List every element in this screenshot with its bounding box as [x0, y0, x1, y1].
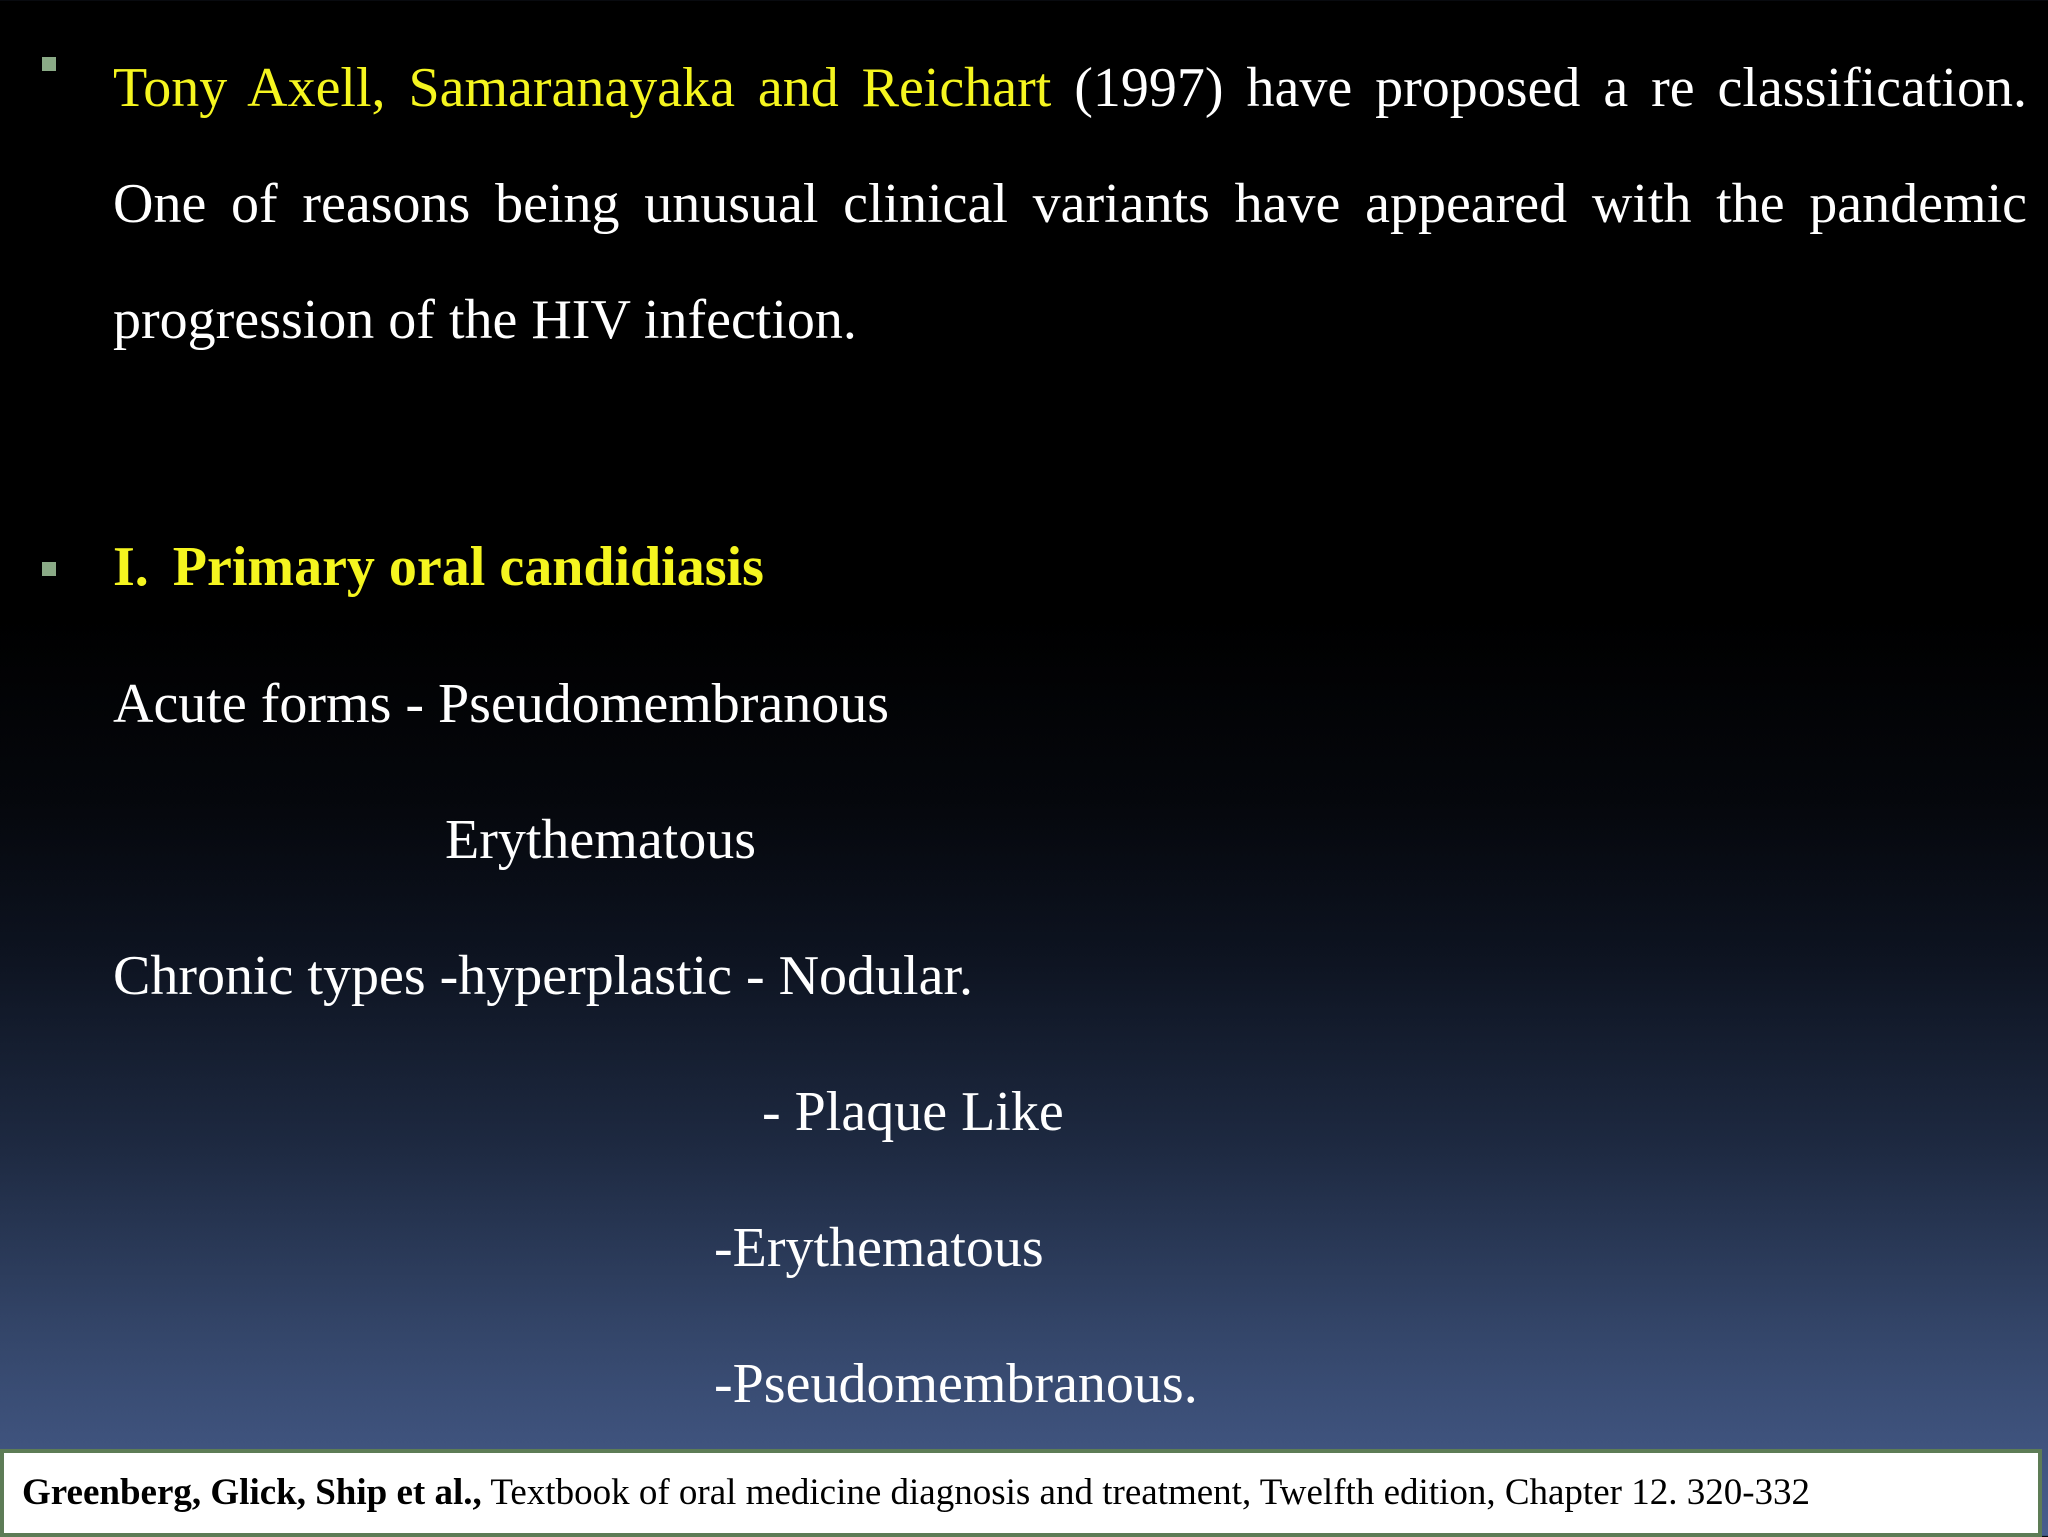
bullet-icon: [42, 562, 56, 576]
acute-forms-erythematous: Erythematous: [445, 809, 757, 871]
citation-footer: [0, 1449, 2042, 1537]
citation-authors: Greenberg, Glick, Ship et al.,: [22, 1472, 482, 1513]
citation-text: Textbook of oral medicine diagnosis and treatment, Twelfth edition, Chapter 12. 320-332: [490, 1472, 1811, 1513]
intro-paragraph: [113, 30, 2027, 378]
chronic-types-line: Chronic types -hyperplastic - Nodular.: [113, 945, 974, 1007]
intro-rest: One of reasons being unusual clinical variants have appeared with the pandemic progression of the HIV infection.: [113, 173, 2027, 351]
intro-authors: Tony Axell, Samaranayaka and Reichart: [113, 57, 1052, 119]
bullet-icon: [42, 57, 56, 71]
intro-line1-rest: (1997) have proposed a re classification.: [1074, 57, 2027, 119]
chronic-plaque-like: - Plaque Like: [762, 1081, 1064, 1143]
section-title: Primary oral candidiasis: [172, 536, 764, 598]
chronic-pseudomembranous: -Pseudomembranous.: [714, 1353, 1198, 1415]
chronic-erythematous: -Erythematous: [714, 1217, 1044, 1279]
section-heading: [113, 535, 764, 599]
section-number: I.: [113, 536, 149, 598]
acute-forms-line: Acute forms - Pseudomembranous: [113, 673, 890, 735]
